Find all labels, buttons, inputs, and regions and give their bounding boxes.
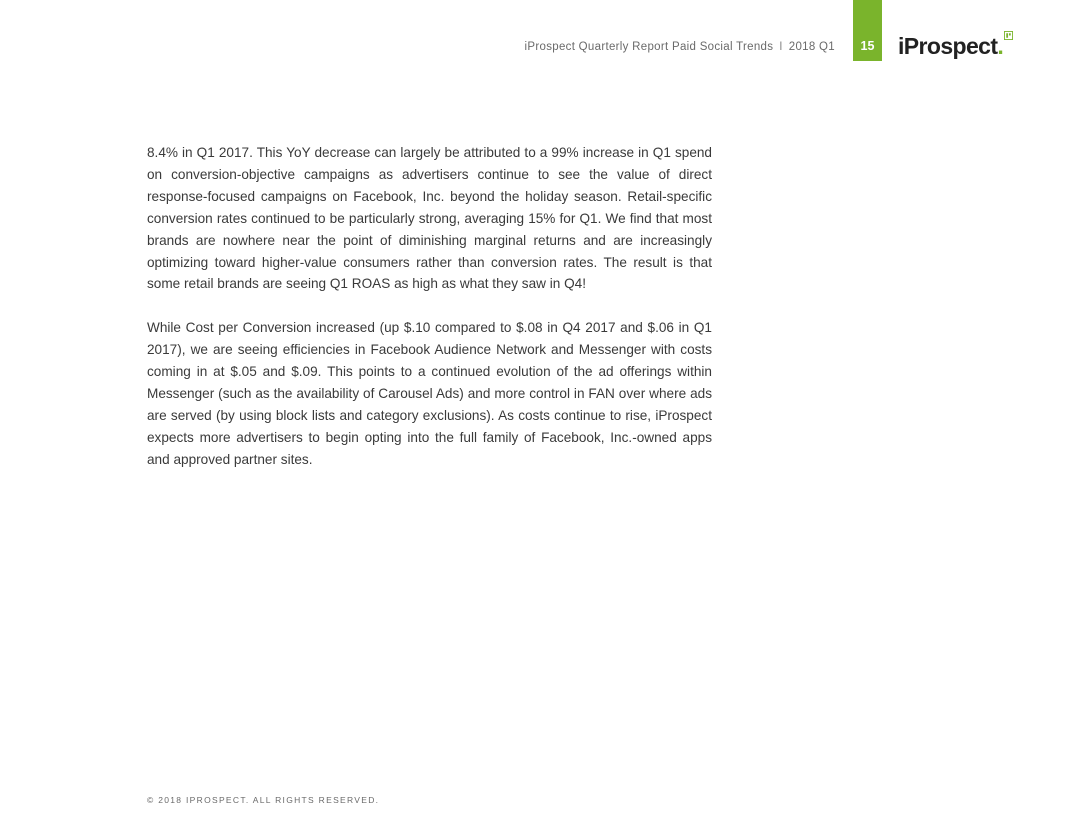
page-number-tab xyxy=(853,0,882,61)
logo-name: iProspect xyxy=(898,33,998,59)
logo-dot: . xyxy=(997,33,1004,59)
report-title: iProspect Quarterly Report Paid Social Trends xyxy=(524,41,774,53)
logo-wordmark xyxy=(898,30,1003,62)
page-number: 15 xyxy=(860,39,875,53)
paragraph-2: While Cost per Conversion increased (up $.10 compared to $.08 in Q4 2017 and $.06 in Q1 2017), we are seeing efficiencies in Facebook Audience Network and Messenger with costs coming in at $.05 and $.09. This points to a continued evolution of the ad offerings within Messenger (such as the availability of Carousel Ads) and more control in FAN over where ads are served (by using block lists and category exclusions). As costs continue to rise, iProspect expects more advertisers to begin opting into the full family of Facebook, Inc.-owned apps and approved partner sites. xyxy=(147,320,712,467)
paragraph-1: 8.4% in Q1 2017. This YoY decrease can largely be attributed to a 99% increase in Q1 spend on conversion-objective campaigns as advertisers continue to see the value of direct response-focused campaigns on Facebook, Inc. beyond the holiday season. Retail-specific conversion rates continued to be particularly strong, averaging 15% for Q1. We find that most brands are nowhere near the point of diminishing marginal returns and are increasingly optimizing toward higher-value consumers rather than conversion rates. The result is that some retail brands are seeing Q1 ROAS as high as what they saw in Q4! xyxy=(147,145,712,292)
body-text xyxy=(147,142,712,492)
report-header xyxy=(525,41,835,53)
copyright-footer: © 2018 IPROSPECT. ALL RIGHTS RESERVED. xyxy=(147,795,380,805)
logo-mark-icon xyxy=(1004,31,1013,40)
report-period: 2018 Q1 xyxy=(788,41,835,53)
iprospect-logo xyxy=(898,30,1013,62)
header-separator: I xyxy=(779,41,783,53)
